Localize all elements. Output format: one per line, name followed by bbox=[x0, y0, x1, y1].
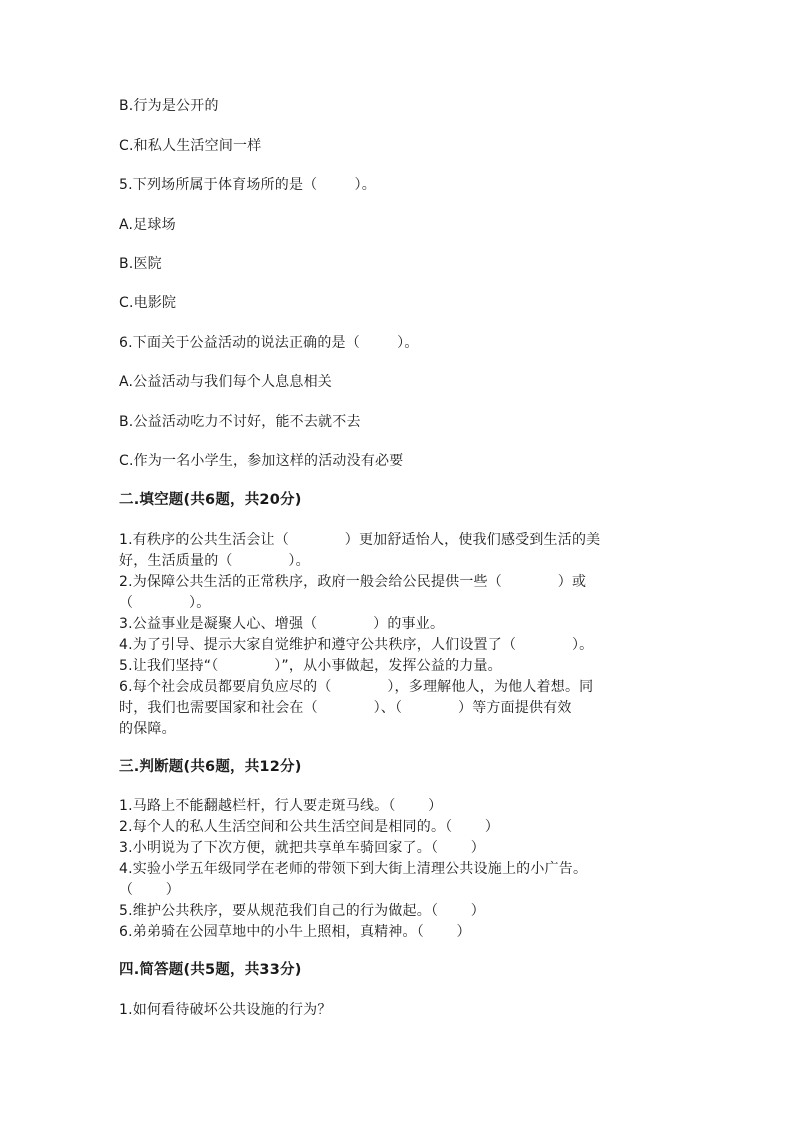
option-line: B.医院 bbox=[119, 256, 162, 272]
option-line: B.公益活动吃力不讨好，能不去就不去 bbox=[119, 414, 361, 430]
question-line: （ ） bbox=[119, 882, 180, 898]
question-line: 4.为了引导、提示大家自觉维护和遵守公共秩序，人们设置了（ ）。 bbox=[119, 637, 594, 653]
option-line: C.电影院 bbox=[119, 295, 177, 311]
question-line: 1.如何看待破坏公共设施的行为？ bbox=[119, 1002, 332, 1018]
option-line: B.行为是公开的 bbox=[119, 98, 219, 114]
question-line: 5.下列场所属于体育场所的是（ ）。 bbox=[119, 177, 376, 193]
question-line: 3.公益事业是凝聚人心、增强（ ）的事业。 bbox=[119, 616, 445, 632]
question-line: 好，生活质量的（ ）。 bbox=[119, 553, 310, 569]
question-line: 6.下面关于公益活动的说法正确的是（ ）。 bbox=[119, 335, 419, 351]
question-line: 5.维护公共秩序，要从规范我们自己的行为做起。（ ） bbox=[119, 903, 485, 919]
option-line: A.公益活动与我们每个人息息相关 bbox=[119, 374, 332, 390]
option-line: C.和私人生活空间一样 bbox=[119, 138, 262, 154]
section-heading-true-false: 三.判断题(共6题，共12分) bbox=[119, 759, 302, 775]
question-line: 3.小明说为了下次方便，就把共享单车骑回家了。（ ） bbox=[119, 840, 485, 856]
option-line: C.作为一名小学生，参加这样的活动没有必要 bbox=[119, 453, 404, 469]
option-line: A.足球场 bbox=[119, 217, 176, 233]
question-line: （ ）。 bbox=[119, 595, 211, 611]
question-line: 6.每个社会成员都要肩负应尽的（ ），多理解他人，为他人着想。同 bbox=[119, 679, 594, 695]
question-line: 6.弟弟骑在公园草地中的小牛上照相，真精神。（ ） bbox=[119, 924, 471, 940]
question-line: 5.让我们坚持“（ ）”，从小事做起，发挥公益的力量。 bbox=[119, 658, 502, 674]
question-line: 的保障。 bbox=[119, 721, 176, 737]
section-heading-short-answer: 四.简答题(共5题，共33分) bbox=[119, 962, 302, 978]
section-heading-fill-in: 二.填空题(共6题，共20分) bbox=[119, 492, 302, 508]
question-line: 1.马路上不能翻越栏杆，行人要走斑马线。（ ） bbox=[119, 798, 443, 814]
question-line: 1.有秩序的公共生活会让（ ）更加舒适怡人，使我们感受到生活的美 bbox=[119, 532, 601, 548]
question-line: 时，我们也需要国家和社会在（ ）、（ ）等方面提供有效 bbox=[119, 700, 572, 716]
question-line: 2.每个人的私人生活空间和公共生活空间是相同的。（ ） bbox=[119, 819, 500, 835]
question-line: 4.实验小学五年级同学在老师的带领下到大街上清理公共设施上的小广告。 bbox=[119, 861, 588, 877]
question-line: 2.为保障公共生活的正常秩序，政府一般会给公民提供一些（ ）或 bbox=[119, 574, 587, 590]
